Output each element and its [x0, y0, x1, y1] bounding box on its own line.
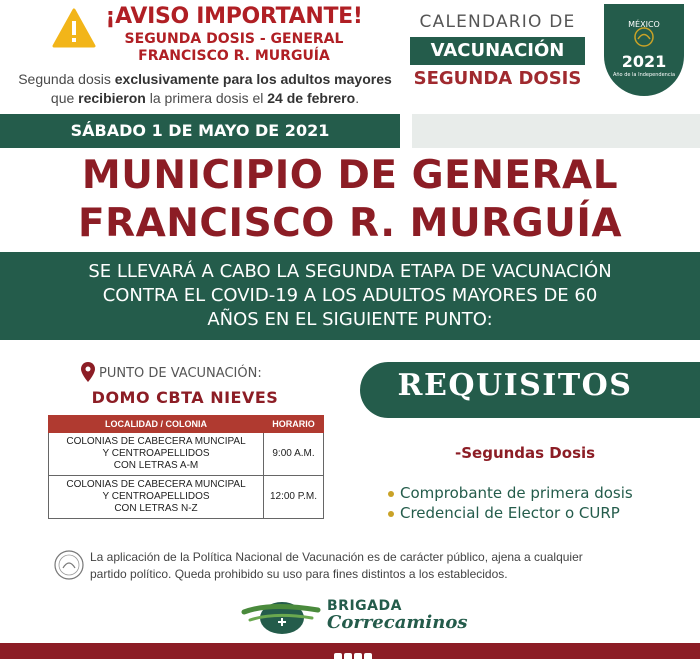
date-bar-extension [412, 114, 700, 148]
disclaimer-line2: partido político. Queda prohibido su uso para fines distintos a los establecidos. [90, 567, 508, 581]
note-text-1: Segunda dosis [18, 71, 115, 87]
info-line3: AÑOS EN EL SIGUIENTE PUNTO: [207, 309, 493, 330]
disclaimer-line1: La aplicación de la Política Nacional de Vacunación es de carácter público, ajena a cualquier [90, 550, 583, 564]
municipality-title [0, 152, 700, 248]
disclaimer-text [90, 549, 670, 583]
table-row [49, 476, 324, 519]
requirements-list [388, 483, 633, 523]
note-bold-1: exclusivamente para los adultos mayores [114, 71, 392, 87]
info-line1: SE LLEVARÁ A CABO LA SEGUNDA ETAPA DE VACUNACIÓN [88, 261, 612, 282]
vaccination-point-name: DOMO CBTA NIEVES [91, 388, 279, 407]
vaccination-point-label: PUNTO DE VACUNACIÓN: [99, 366, 262, 381]
header-localidad: LOCALIDAD / COLONIA [49, 416, 264, 433]
warning-subtitle-line2: FRANCISCO R. MURGUÍA [138, 48, 330, 64]
logo-subtitle: Año de la Independencia [612, 72, 676, 78]
municipality-line2: FRANCISCO R. MURGUÍA [77, 201, 623, 246]
bullet-icon [388, 491, 394, 497]
mexico-2021-logo [604, 4, 684, 96]
warning-subtitle [104, 31, 364, 65]
logo-year: 2021 [621, 52, 667, 71]
note-bold-3: 24 de febrero [267, 90, 356, 106]
date-bar: SÁBADO 1 DE MAYO DE 2021 [0, 114, 400, 148]
bullet-icon [388, 511, 394, 517]
list-item [388, 483, 633, 503]
instagram-icon[interactable] [354, 653, 362, 659]
row-localidad-line: CON LETRAS A-M [113, 460, 199, 471]
row-localidad-line: COLONIAS DE CABECERA MUNCIPAL [66, 436, 246, 447]
location-pin-icon [81, 362, 95, 382]
row-horario: 12:00 P.M. [264, 476, 324, 519]
row-localidad-line: Y CENTROAPELLIDOS [102, 448, 210, 459]
municipality-line1: MUNICIPIO DE GENERAL [81, 153, 619, 198]
twitter-icon[interactable] [344, 653, 352, 659]
schedule-table [48, 415, 324, 519]
youtube-icon[interactable] [364, 653, 372, 659]
row-localidad [49, 433, 264, 476]
row-localidad [49, 476, 264, 519]
brigada-correcaminos-logo-icon [240, 596, 322, 636]
brigada-label: BRIGADA [327, 598, 402, 614]
row-localidad-line: COLONIAS DE CABECERA MUNCIPAL [66, 479, 246, 490]
warning-subtitle-line1: SEGUNDA DOSIS - GENERAL [124, 31, 344, 47]
note-bold-2: recibieron [78, 90, 146, 106]
social-icons [334, 646, 374, 656]
note-text-2: que [50, 90, 79, 106]
requirements-title: REQUISITOS [397, 368, 633, 403]
facebook-icon[interactable] [334, 653, 342, 659]
info-line2: CONTRA EL COVID-19 A LOS ADULTOS MAYORES DE 60 [102, 285, 598, 306]
logo-country: MÉXICO [628, 20, 660, 29]
correcaminos-label: Correcaminos [327, 612, 468, 633]
warning-icon [52, 8, 96, 48]
note-text-3: la primera dosis el [145, 90, 268, 106]
info-band-text [20, 260, 680, 332]
calendar-line2: VACUNACIÓN [410, 37, 585, 65]
header-horario: HORARIO [264, 416, 324, 433]
list-item [388, 503, 633, 523]
warning-note [0, 70, 410, 108]
row-localidad-line: CON LETRAS N-Z [114, 503, 198, 514]
warning-title: ¡AVISO IMPORTANTE! [105, 4, 363, 29]
table-row [49, 433, 324, 476]
calendar-line1: CALENDARIO DE [419, 12, 576, 32]
eagle-emblem-icon [632, 26, 656, 48]
table-header-row [49, 416, 324, 433]
row-horario: 9:00 A.M. [264, 433, 324, 476]
note-text-4: . [355, 90, 360, 106]
calendar-line3: SEGUNDA DOSIS [413, 68, 582, 89]
national-seal-icon [54, 550, 84, 580]
requirements-subtitle: -Segundas Dosis [455, 444, 596, 462]
requirement-text: Credencial de Elector o CURP [400, 504, 620, 522]
row-localidad-line: Y CENTROAPELLIDOS [102, 491, 210, 502]
requirement-text: Comprobante de primera dosis [400, 484, 633, 502]
